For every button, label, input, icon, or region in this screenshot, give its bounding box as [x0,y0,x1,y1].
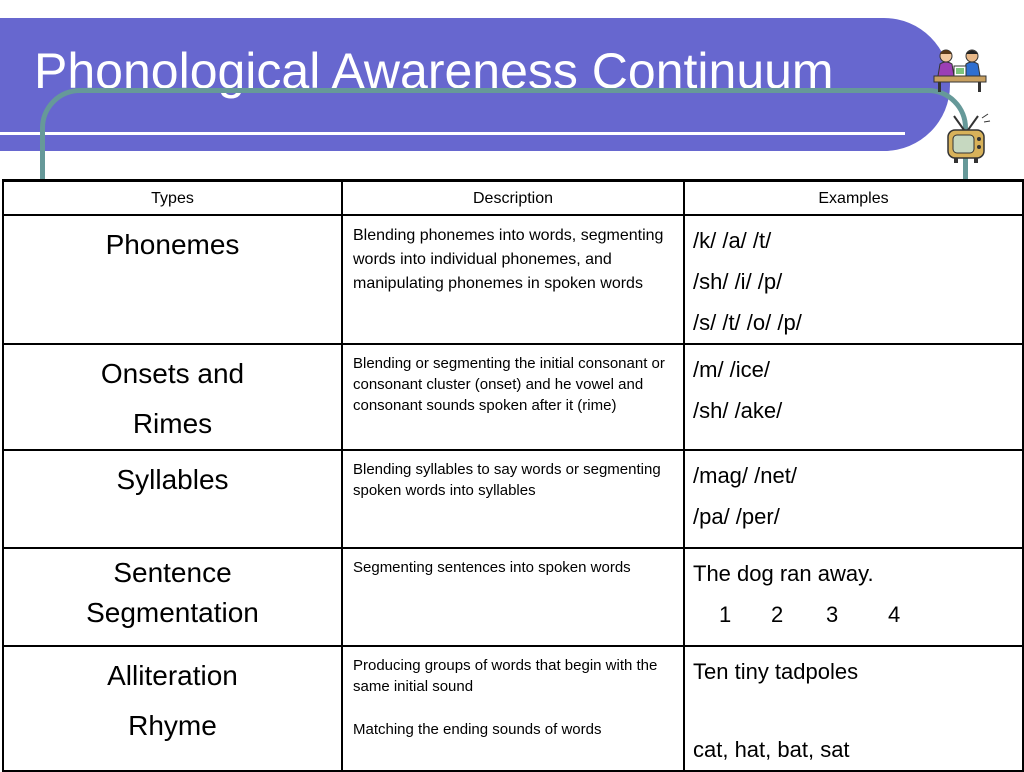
description-cell: Blending syllables to say words or segmenting spoken words into syllables [342,450,684,548]
type-cell [3,646,342,771]
description-text: Producing groups of words that begin with the same initial sound [353,656,658,695]
slide-title: Phonological Awareness Continuum [34,43,834,99]
type-label: Syllables [116,463,229,495]
word-number: 2 [771,601,784,627]
type-cell [3,344,342,450]
table-row [3,215,1023,344]
type-label: Rhyme [128,709,217,741]
type-cell [3,450,342,548]
table-row [3,548,1023,646]
description-cell: Segmenting sentences into spoken words [342,548,684,646]
type-cell [3,548,342,646]
examples-cell [684,548,1023,646]
header-row [3,181,1023,215]
type-label: Alliteration [107,659,238,691]
type-cell [3,215,342,344]
table-row [3,344,1023,450]
example-text: cat, hat, bat, sat [693,736,850,762]
example-text: /k/ /a/ /t/ [693,227,772,253]
header-types: Types [3,181,342,215]
type-label: Phonemes [105,228,240,260]
description-text: Matching the ending sounds of words [353,720,602,738]
header-examples: Examples [684,181,1023,215]
example-text: /sh/ /ake/ [693,397,783,423]
example-text: /sh/ /i/ /p/ [693,268,783,294]
word-number: 1 [719,601,732,627]
description-cell: Blending or segmenting the initial consonant or consonant cluster (onset) and he vowel and consonant sounds spoken after it (rime) [342,344,684,450]
example-text: /m/ /ice/ [693,356,771,382]
example-text: /pa/ /per/ [693,503,780,529]
header-description: Description [342,181,684,215]
examples-cell [684,646,1023,771]
type-label: Rimes [132,407,213,439]
type-label: Segmentation [86,596,259,628]
table-row [3,646,1023,771]
description-cell: Blending phonemes into words, segmenting words into individual phonemes, and manipulating phonemes in spoken words [342,215,684,344]
word-numbers [693,594,1014,635]
examples-cell [684,215,1023,344]
word-number: 4 [888,601,901,627]
examples-cell [684,450,1023,548]
example-text: The dog ran away. [693,560,874,586]
type-label: Sentence [113,556,232,588]
example-text: /mag/ /net/ [693,462,797,488]
example-text: /s/ /t/ /o/ /p/ [693,309,802,335]
people-working-clipart-icon [932,46,988,94]
type-label: Onsets and [100,357,245,389]
continuum-table [2,179,1024,772]
table-row [3,450,1023,548]
word-number: 3 [826,601,839,627]
description-cell [342,646,684,771]
television-clipart-icon [942,112,992,164]
examples-cell [684,344,1023,450]
example-text: Ten tiny tadpoles [693,658,859,684]
